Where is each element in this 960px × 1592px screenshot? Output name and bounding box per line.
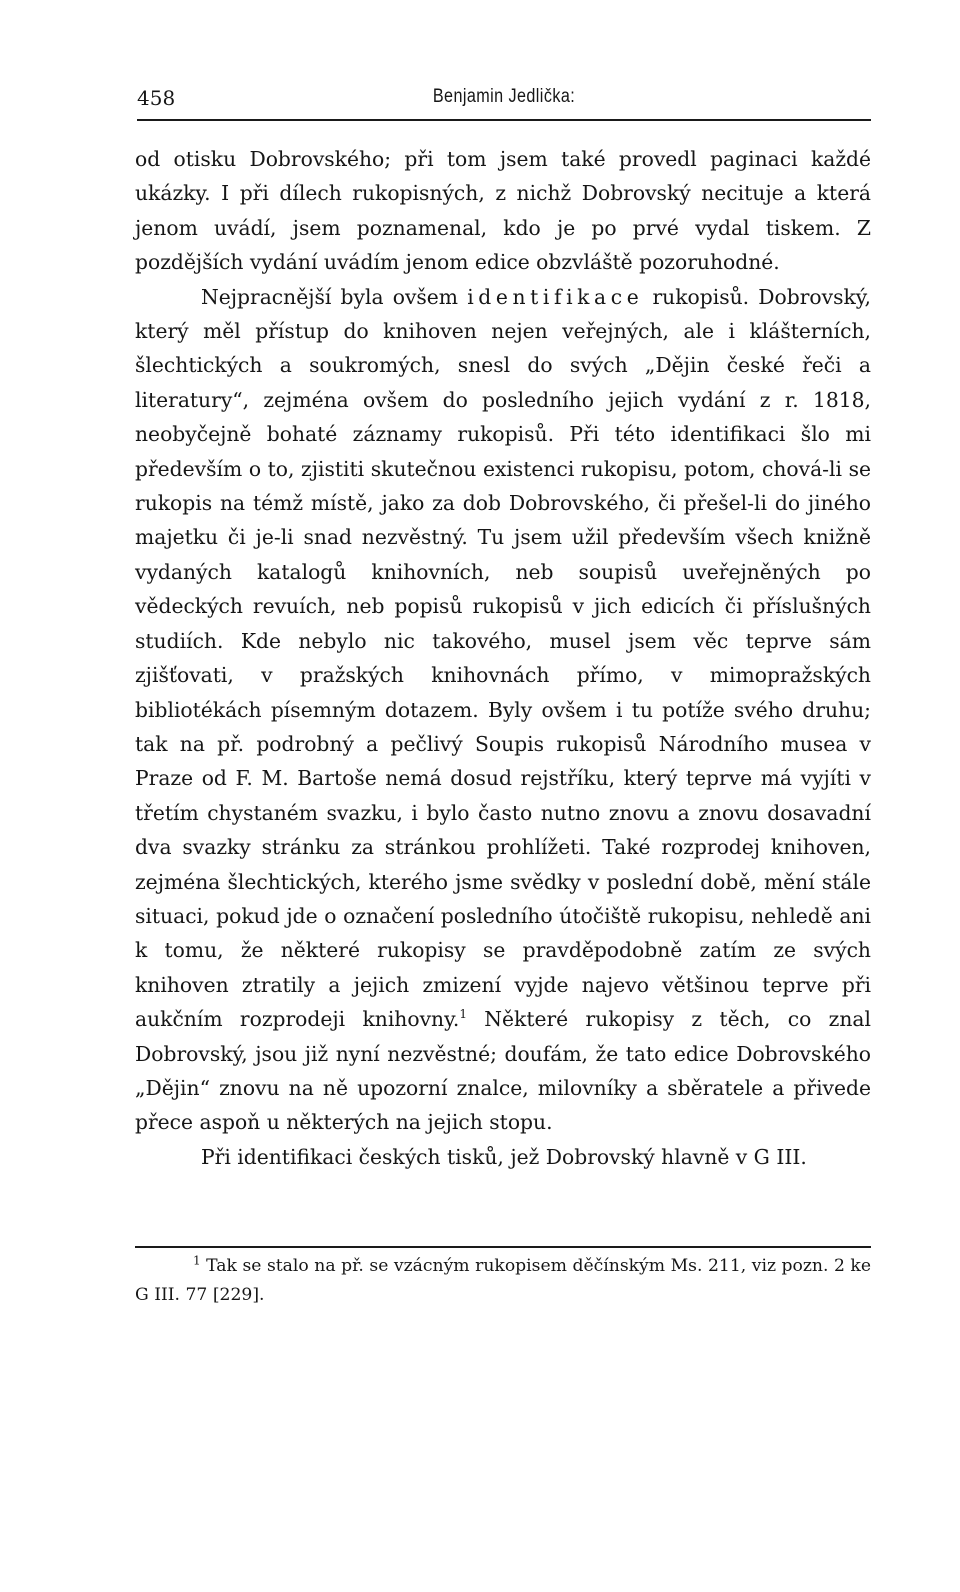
footnotes bbox=[135, 1252, 871, 1310]
page-header bbox=[137, 86, 871, 116]
footnote-text: Tak se stalo na př. se vzácným rukopisem děčínským Ms. 211, viz pozn. 2 ke G III. 77 [229]. bbox=[135, 1256, 871, 1305]
page-number: 458 bbox=[137, 86, 176, 110]
footnote-mark: 1 bbox=[193, 1253, 201, 1268]
footnote-rule bbox=[135, 1246, 871, 1248]
footnote-1 bbox=[135, 1252, 871, 1310]
paragraph-3-text: Při identifikaci českých tisků, jež Dobrovský hlavně v G III. bbox=[201, 1144, 807, 1169]
paragraph-2-start: Nejpracnější byla ovšem bbox=[201, 284, 459, 309]
paragraph-1 bbox=[135, 142, 871, 280]
paragraph-2-text: rukopisů. Dobrovský, který měl přístup do knihoven nejen veřejných, ale i klášterních, šlechtických a soukromých, snesl do svých „Dějin české řeči a literatury“, zejména ovšem do posledního jejich vydání z r. 1818, neobyčejně bohaté záznamy rukopisů. Při této identifikaci šlo mi především o to, zjistiti skutečnou existenci rukopisu, potom, chová-li se rukopis na témž místě, jako za dob Dobrovského, či přešel-li do jiného majetku či je-li snad nezvěstný. Tu jsem užil především všech knižně vydaných katalogů knihovních, neb soupisů uveřejněných po vědeckých revuích, neb popisů rukopisů v jich edicích či příslušných studiích. Kde nebylo nic takového, musel jsem věc teprve sám zjišťovati, v pražských knihovnách přímo, v mimopražských bibliotékách písemným dotazem. Byly ovšem i tu potíže svého druhu; tak na př. podrobný a pečlivý Soupis rukopisů Národního musea v Praze od F. M. Bartoše nemá dosud rejstříku, který teprve má vyjíti v třetím chystaném svazku, i bylo často nutno znovu a znovu dosavadní dva svazky stránku za stránkou prohlížeti. Také rozprodej knihoven, zejména šlechtických, kterého jsme svědky v poslední době, mění stále situaci, pokud jde o označení posledního útočiště rukopisu, nehledě ani k tomu, že některé rukopisy se pravděpodobně zatím ze svých knihoven ztratily a jejich zmizení vyjde najevo většinou teprve při aukčním rozprodeji knihovny. bbox=[135, 284, 871, 1032]
body-text bbox=[135, 142, 871, 1174]
paragraph-1-text: od otisku Dobrovského; při tom jsem také provedl paginaci každé ukázky. I při dílech rukopisných, z nichž Dobrovský necituje a která jenom uvádí, jsem poznamenal, kdo je po prvé vydal tiskem. Z pozdějších vydání uvádím jenom edice obzvláště pozoruhodné. bbox=[135, 147, 871, 275]
header-rule bbox=[137, 119, 871, 121]
paragraph-3 bbox=[135, 1140, 871, 1174]
footnote-reference: 1 bbox=[459, 1007, 467, 1022]
paragraph-2-end: Některé rukopisy z těch, co znal Dobrovský, jsou již nyní nezvěstné; doufám, že tato edice Dobrovského „Dějin“ znovu na ně upozorní znalce, milovníky a sběratele a přivede přece aspoň u některých na jejich stopu. bbox=[135, 1007, 871, 1135]
emphasized-term: identifikace bbox=[467, 284, 644, 309]
paragraph-2 bbox=[135, 280, 871, 1140]
running-title: Benjamin Jedlička: bbox=[432, 86, 576, 107]
